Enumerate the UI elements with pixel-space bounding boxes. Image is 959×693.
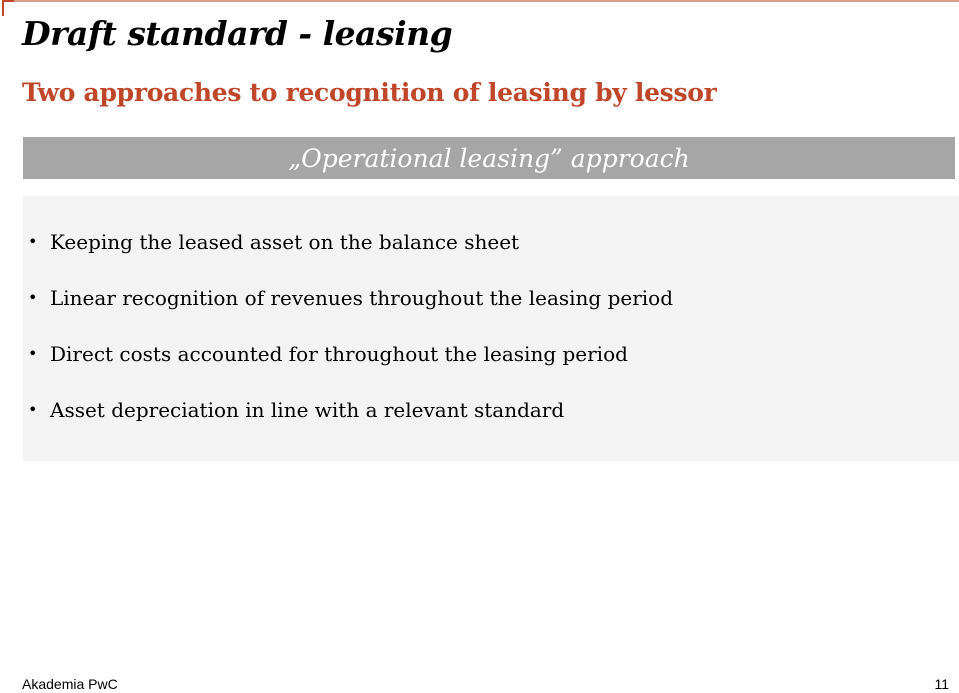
bullet-item-asset-depreciation: • Asset depreciation in line with a relevant standard — [23, 396, 673, 452]
bullet-item-balance-sheet: • Keeping the leased asset on the balance sheet — [23, 228, 673, 284]
footer-page-number: 11 — [934, 676, 949, 692]
footer-organization: Akademia PwC — [22, 676, 118, 692]
bullet-list — [23, 228, 673, 452]
slide-subtitle: Two approaches to recognition of leasing by lessor — [22, 78, 717, 107]
bullet-item-direct-costs: • Direct costs accounted for throughout the leasing period — [23, 340, 673, 396]
corner-accent-mark — [2, 0, 14, 16]
bullet-item-linear-recognition: • Linear recognition of revenues throughout the leasing period — [23, 284, 673, 340]
slide-title: Draft standard - leasing — [22, 14, 453, 53]
content-box — [23, 196, 959, 461]
approach-header-band — [23, 137, 955, 179]
top-rule-line — [14, 0, 959, 2]
approach-header-label: „Operational leasing” approach — [288, 143, 690, 173]
